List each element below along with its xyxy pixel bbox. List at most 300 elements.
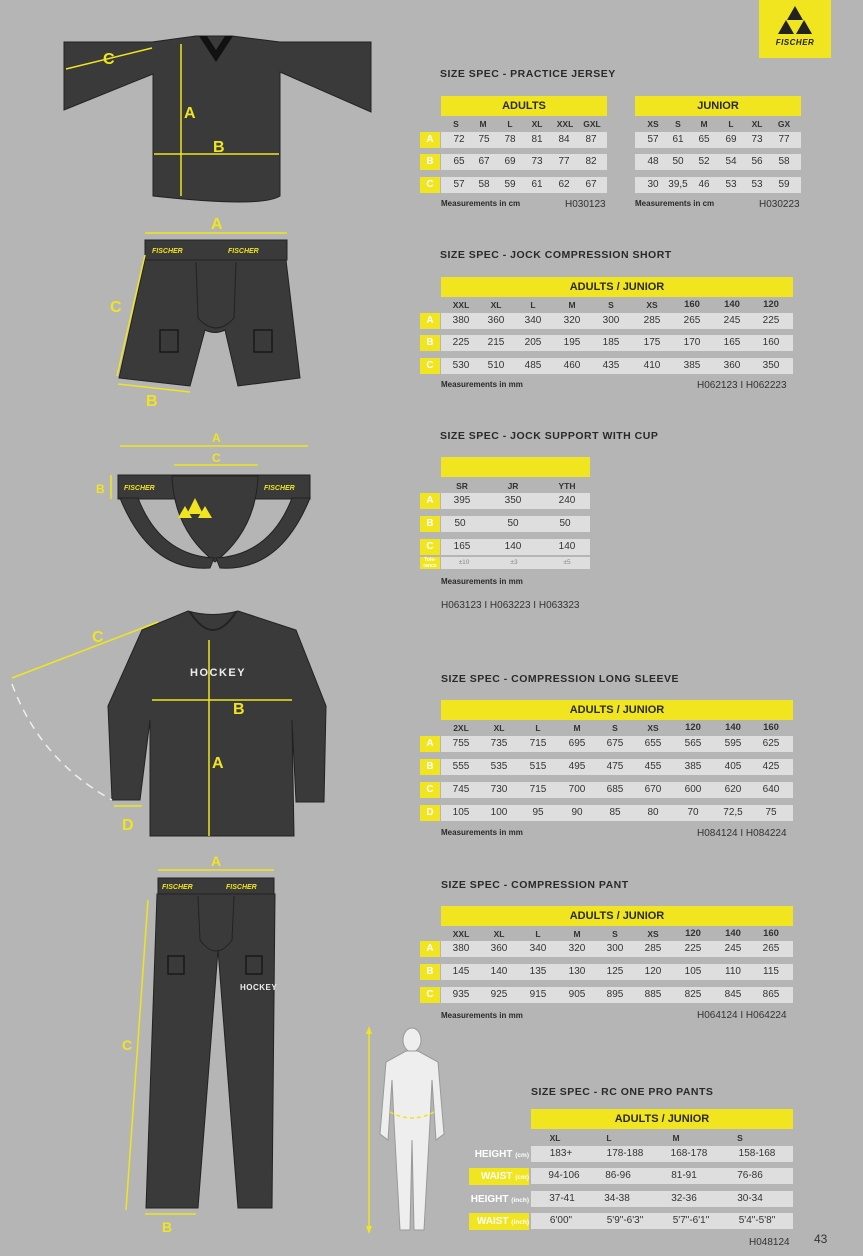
row-label-badge: B bbox=[420, 516, 440, 532]
size-cell: 120 bbox=[685, 928, 701, 939]
value-cell: 56 bbox=[751, 156, 763, 167]
fischer-logo bbox=[759, 0, 831, 58]
value-cell: 350 bbox=[504, 495, 522, 506]
size-cell: 140 bbox=[725, 722, 741, 733]
size-cell: M bbox=[479, 119, 487, 129]
value-cell: 61 bbox=[672, 134, 684, 145]
value-cell: 160 bbox=[762, 337, 780, 348]
value-cell: 95 bbox=[532, 807, 544, 818]
size-cell: L bbox=[728, 119, 734, 129]
size-cell: 160 bbox=[763, 928, 779, 939]
practice-jersey-title: SIZE SPEC - PRACTICE JERSEY bbox=[440, 68, 616, 80]
value-cell: 50 bbox=[454, 518, 466, 529]
size-cell: GX bbox=[777, 119, 791, 129]
size-cell: M bbox=[573, 929, 581, 939]
jock-short-title: SIZE SPEC - JOCK COMPRESSION SHORT bbox=[440, 249, 672, 261]
value-cell: 300 bbox=[602, 315, 620, 326]
short-label-c: C bbox=[110, 299, 122, 316]
measurement-note: Measurements in mm bbox=[441, 828, 523, 837]
value-cell: 170 bbox=[683, 337, 701, 348]
value-cell: 935 bbox=[452, 989, 470, 1000]
row-label-badge: A bbox=[420, 941, 440, 957]
row-label-badge: C bbox=[420, 987, 440, 1003]
value-cell: 65 bbox=[698, 134, 710, 145]
value-cell: 81 bbox=[531, 134, 543, 145]
row-label-badge: C bbox=[420, 539, 440, 555]
value-cell: 87 bbox=[585, 134, 597, 145]
size-cell: S bbox=[737, 1133, 743, 1143]
value-cell: 245 bbox=[723, 315, 741, 326]
value-cell: 165 bbox=[453, 541, 471, 552]
value-cell: 34-38 bbox=[604, 1193, 630, 1204]
table-row bbox=[441, 539, 590, 555]
row-label-unit: (cm) bbox=[515, 1174, 529, 1181]
value-cell: 165 bbox=[723, 337, 741, 348]
size-cell: L bbox=[606, 1133, 612, 1143]
value-cell: 285 bbox=[644, 943, 662, 954]
compression-pant-header: ADULTS / JUNIOR bbox=[441, 906, 793, 926]
value-cell: 265 bbox=[683, 315, 701, 326]
value-cell: 845 bbox=[724, 989, 742, 1000]
value-cell: 245 bbox=[724, 943, 742, 954]
table-row bbox=[441, 759, 793, 775]
jock-waistband-text-left: FISCHER bbox=[124, 485, 155, 492]
value-cell: 515 bbox=[529, 761, 547, 772]
value-cell: 655 bbox=[644, 738, 662, 749]
row-label-badge: B bbox=[420, 154, 440, 170]
jock-label-a: A bbox=[212, 431, 221, 445]
size-cell: XS bbox=[647, 929, 659, 939]
value-cell: 700 bbox=[568, 784, 586, 795]
value-cell: 78 bbox=[504, 134, 516, 145]
size-cell: S bbox=[675, 119, 681, 129]
long-sleeve-print: HOCKEY bbox=[190, 667, 247, 679]
measurement-note: Measurements in mm bbox=[441, 577, 523, 586]
value-cell: 360 bbox=[490, 943, 508, 954]
row-label-text: HEIGHT bbox=[474, 1149, 513, 1160]
value-cell: 215 bbox=[487, 337, 505, 348]
value-cell: 94-106 bbox=[548, 1170, 580, 1181]
value-cell: 62 bbox=[558, 179, 570, 190]
table-row bbox=[441, 516, 590, 532]
size-header-row bbox=[441, 927, 793, 941]
pant-print: HOCKEY bbox=[240, 983, 278, 992]
value-cell: 57 bbox=[647, 134, 659, 145]
value-cell: 455 bbox=[644, 761, 662, 772]
size-cell: 140 bbox=[724, 299, 740, 310]
value-cell: 410 bbox=[643, 360, 661, 371]
size-cell: XL bbox=[493, 929, 505, 939]
product-code: H064124 I H064224 bbox=[697, 1010, 787, 1021]
value-cell: 115 bbox=[763, 966, 779, 977]
product-code: H062123 I H062223 bbox=[697, 380, 787, 391]
value-cell: 5'7"-6'1" bbox=[672, 1215, 710, 1226]
value-cell: 385 bbox=[684, 761, 702, 772]
value-cell: 120 bbox=[644, 966, 662, 977]
table-row bbox=[441, 313, 793, 329]
value-cell: 405 bbox=[724, 761, 742, 772]
value-cell: 61 bbox=[531, 179, 543, 190]
value-cell: 195 bbox=[563, 337, 581, 348]
table-row bbox=[441, 736, 793, 752]
size-cell: S bbox=[612, 929, 618, 939]
value-cell: 535 bbox=[490, 761, 508, 772]
value-cell: 90 bbox=[571, 807, 583, 818]
value-cell: 158-168 bbox=[738, 1148, 776, 1159]
value-cell: 145 bbox=[452, 966, 470, 977]
value-cell: 755 bbox=[452, 738, 470, 749]
size-cell: XXL bbox=[452, 300, 470, 310]
row-label-badge: B bbox=[420, 759, 440, 775]
rc-one-pro-pants-header: ADULTS / JUNIOR bbox=[531, 1109, 793, 1129]
table-row bbox=[441, 964, 793, 980]
compression-pant-title: SIZE SPEC - COMPRESSION PANT bbox=[441, 879, 629, 891]
row-label-height-cm bbox=[469, 1146, 529, 1163]
row-label-badge: C bbox=[420, 177, 440, 193]
size-cell: M bbox=[700, 119, 708, 129]
value-cell: 168-178 bbox=[670, 1148, 708, 1159]
pant-label-a: A bbox=[211, 853, 222, 869]
size-cell: L bbox=[535, 929, 541, 939]
value-cell: 85 bbox=[609, 807, 621, 818]
table-row bbox=[531, 1168, 793, 1184]
size-cell: XS bbox=[647, 723, 659, 733]
row-label-badge: C bbox=[420, 782, 440, 798]
tolerance-badge: Tole-rance bbox=[420, 557, 440, 569]
size-cell: 140 bbox=[725, 928, 741, 939]
size-cell: M bbox=[573, 723, 581, 733]
size-cell: GXL bbox=[583, 119, 601, 129]
measurement-note: Measurements in cm bbox=[635, 199, 715, 208]
value-cell: 300 bbox=[606, 943, 624, 954]
value-cell: 745 bbox=[452, 784, 470, 795]
size-cell: S bbox=[453, 119, 459, 129]
value-cell: 205 bbox=[524, 337, 542, 348]
value-cell: 475 bbox=[606, 761, 624, 772]
measurement-note: Measurements in cm bbox=[441, 199, 521, 208]
size-cell: M bbox=[672, 1133, 680, 1143]
rc-one-pro-pants-title: SIZE SPEC - RC ONE PRO PANTS bbox=[531, 1086, 714, 1098]
value-cell: 865 bbox=[762, 989, 780, 1000]
table-row bbox=[441, 132, 607, 148]
row-label-waist-inch bbox=[469, 1213, 529, 1230]
row-label-unit: (inch) bbox=[511, 1197, 529, 1204]
table-row bbox=[531, 1213, 793, 1229]
table-row bbox=[441, 177, 607, 193]
row-label-badge: C bbox=[420, 358, 440, 374]
size-header-row bbox=[441, 479, 590, 493]
practice-jersey-adults-size-row bbox=[441, 117, 607, 131]
table-row bbox=[635, 177, 801, 193]
value-cell: 53 bbox=[725, 179, 737, 190]
size-cell: XXL bbox=[556, 119, 574, 129]
jock-label-c: C bbox=[212, 451, 221, 465]
table-row bbox=[441, 358, 793, 374]
product-code: H084124 I H084224 bbox=[697, 828, 787, 839]
short-waistband-text-right: FISCHER bbox=[228, 248, 259, 255]
table-row bbox=[635, 132, 801, 148]
body-silhouette-illustration bbox=[366, 1026, 444, 1234]
value-cell: 57 bbox=[453, 179, 465, 190]
product-code: H063123 I H063223 I H063323 bbox=[441, 600, 580, 611]
fischer-triangles-icon bbox=[759, 0, 831, 40]
table-row bbox=[441, 941, 793, 957]
size-cell: XL bbox=[531, 119, 543, 129]
value-cell: 670 bbox=[644, 784, 662, 795]
size-cell: 120 bbox=[763, 299, 779, 310]
size-cell: L bbox=[507, 119, 513, 129]
practice-jersey-junior-size-row bbox=[635, 117, 801, 131]
value-cell: 340 bbox=[524, 315, 542, 326]
value-cell: 30-34 bbox=[737, 1193, 763, 1204]
value-cell: 69 bbox=[504, 156, 516, 167]
value-cell: 240 bbox=[558, 495, 576, 506]
jock-waistband-text-right: FISCHER bbox=[264, 485, 295, 492]
row-label-badge: A bbox=[420, 313, 440, 329]
long-sleeve-label-d: D bbox=[122, 817, 134, 834]
value-cell: 225 bbox=[762, 315, 780, 326]
value-cell: 84 bbox=[558, 134, 570, 145]
value-cell: 185 bbox=[602, 337, 620, 348]
value-cell: 435 bbox=[602, 360, 620, 371]
size-cell: XL bbox=[549, 1133, 561, 1143]
tolerance-cell: ±10 bbox=[458, 559, 470, 566]
value-cell: 69 bbox=[725, 134, 737, 145]
value-cell: 72 bbox=[453, 134, 465, 145]
value-cell: 46 bbox=[698, 179, 710, 190]
size-cell: 160 bbox=[684, 299, 700, 310]
table-row bbox=[441, 782, 793, 798]
value-cell: 58 bbox=[478, 179, 490, 190]
size-cell: 2XL bbox=[453, 723, 469, 733]
long-sleeve-label-b: B bbox=[233, 701, 245, 718]
value-cell: 183+ bbox=[549, 1148, 573, 1159]
value-cell: 72,5 bbox=[723, 807, 743, 818]
size-cell: SR bbox=[456, 481, 468, 491]
page-number: 43 bbox=[814, 1232, 828, 1246]
value-cell: 385 bbox=[683, 360, 701, 371]
tolerance-cell: ±3 bbox=[510, 559, 518, 566]
value-cell: 5'4"-5'8" bbox=[738, 1215, 776, 1226]
value-cell: 48 bbox=[647, 156, 659, 167]
jersey-label-c: C bbox=[103, 51, 115, 68]
table-row bbox=[441, 805, 793, 821]
value-cell: 67 bbox=[585, 179, 597, 190]
value-cell: 70 bbox=[687, 807, 699, 818]
table-row bbox=[441, 154, 607, 170]
pant-waistband-text-right: FISCHER bbox=[226, 884, 257, 891]
value-cell: 110 bbox=[725, 966, 741, 977]
value-cell: 735 bbox=[490, 738, 508, 749]
measurement-note: Measurements in mm bbox=[441, 380, 523, 389]
value-cell: 175 bbox=[643, 337, 661, 348]
value-cell: 140 bbox=[558, 541, 576, 552]
value-cell: 76-86 bbox=[737, 1170, 763, 1181]
value-cell: 59 bbox=[504, 179, 516, 190]
row-label-badge: A bbox=[420, 132, 440, 148]
value-cell: 685 bbox=[606, 784, 624, 795]
value-cell: 895 bbox=[606, 989, 624, 1000]
pant-label-b: B bbox=[162, 1219, 173, 1235]
value-cell: 460 bbox=[563, 360, 581, 371]
value-cell: 59 bbox=[778, 179, 790, 190]
practice-jersey-adults-header: ADULTS bbox=[441, 96, 607, 116]
value-cell: 81-91 bbox=[671, 1170, 697, 1181]
value-cell: 485 bbox=[524, 360, 542, 371]
table-row bbox=[441, 493, 590, 509]
value-cell: 320 bbox=[568, 943, 586, 954]
value-cell: 105 bbox=[452, 807, 470, 818]
value-cell: 825 bbox=[684, 989, 702, 1000]
value-cell: 715 bbox=[529, 784, 547, 795]
value-cell: 395 bbox=[453, 495, 471, 506]
value-cell: 495 bbox=[568, 761, 586, 772]
value-cell: 380 bbox=[452, 943, 470, 954]
size-cell: M bbox=[568, 300, 576, 310]
value-cell: 82 bbox=[585, 156, 597, 167]
value-cell: 715 bbox=[529, 738, 547, 749]
value-cell: 425 bbox=[762, 761, 780, 772]
value-cell: 65 bbox=[453, 156, 465, 167]
value-cell: 625 bbox=[762, 738, 780, 749]
value-cell: 130 bbox=[568, 966, 586, 977]
value-cell: 695 bbox=[568, 738, 586, 749]
fischer-wordmark: FISCHER bbox=[775, 38, 815, 47]
size-cell: XS bbox=[646, 300, 658, 310]
size-cell: S bbox=[612, 723, 618, 733]
value-cell: 54 bbox=[725, 156, 737, 167]
size-cell: XS bbox=[647, 119, 659, 129]
value-cell: 915 bbox=[529, 989, 547, 1000]
size-cell: XL bbox=[751, 119, 763, 129]
value-cell: 30 bbox=[647, 179, 659, 190]
row-label-badge: B bbox=[420, 964, 440, 980]
value-cell: 925 bbox=[490, 989, 508, 1000]
value-cell: 100 bbox=[490, 807, 508, 818]
value-cell: 225 bbox=[684, 943, 702, 954]
size-cell: 160 bbox=[763, 722, 779, 733]
value-cell: 905 bbox=[568, 989, 586, 1000]
value-cell: 125 bbox=[606, 966, 624, 977]
value-cell: 140 bbox=[490, 966, 508, 977]
size-header-row bbox=[441, 721, 793, 735]
value-cell: 265 bbox=[762, 943, 780, 954]
value-cell: 80 bbox=[647, 807, 659, 818]
short-label-a: A bbox=[211, 216, 223, 233]
row-label-text: WAIST bbox=[480, 1171, 513, 1182]
value-cell: 50 bbox=[559, 518, 571, 529]
value-cell: 73 bbox=[751, 134, 763, 145]
value-cell: 885 bbox=[644, 989, 662, 1000]
product-code: H030123 bbox=[565, 199, 606, 210]
value-cell: 105 bbox=[684, 966, 702, 977]
short-waistband-text-left: FISCHER bbox=[152, 248, 183, 255]
tolerance-cell: ±5 bbox=[563, 559, 571, 566]
value-cell: 5'9"-6'3" bbox=[606, 1215, 644, 1226]
value-cell: 730 bbox=[490, 784, 508, 795]
long-sleeve-header: ADULTS / JUNIOR bbox=[441, 700, 793, 720]
row-label-text: HEIGHT bbox=[470, 1194, 509, 1205]
value-cell: 53 bbox=[751, 179, 763, 190]
value-cell: 565 bbox=[684, 738, 702, 749]
value-cell: 380 bbox=[452, 315, 470, 326]
value-cell: 510 bbox=[487, 360, 505, 371]
jock-support-header bbox=[441, 457, 590, 477]
value-cell: 67 bbox=[478, 156, 490, 167]
row-label-badge: D bbox=[420, 805, 440, 821]
row-label-badge: A bbox=[420, 736, 440, 752]
value-cell: 360 bbox=[723, 360, 741, 371]
value-cell: 178-188 bbox=[606, 1148, 644, 1159]
value-cell: 530 bbox=[452, 360, 470, 371]
size-header-row bbox=[441, 298, 793, 312]
value-cell: 135 bbox=[529, 966, 547, 977]
value-cell: 6'00" bbox=[549, 1215, 573, 1226]
value-cell: 340 bbox=[529, 943, 547, 954]
value-cell: 640 bbox=[762, 784, 780, 795]
size-header-row bbox=[531, 1131, 793, 1145]
table-row bbox=[635, 154, 801, 170]
jersey-label-b: B bbox=[213, 139, 225, 156]
value-cell: 360 bbox=[487, 315, 505, 326]
pant-illustration bbox=[126, 870, 278, 1214]
product-code: H048124 bbox=[749, 1237, 790, 1248]
measurement-note: Measurements in mm bbox=[441, 1011, 523, 1020]
short-label-b: B bbox=[146, 393, 158, 410]
value-cell: 75 bbox=[765, 807, 777, 818]
value-cell: 675 bbox=[606, 738, 624, 749]
row-label-badge: B bbox=[420, 335, 440, 351]
value-cell: 75 bbox=[478, 134, 490, 145]
size-cell: JR bbox=[507, 481, 519, 491]
jock-short-illustration bbox=[117, 233, 300, 392]
value-cell: 620 bbox=[724, 784, 742, 795]
value-cell: 52 bbox=[698, 156, 710, 167]
value-cell: 58 bbox=[778, 156, 790, 167]
size-cell: S bbox=[608, 300, 614, 310]
long-sleeve-label-a: A bbox=[212, 755, 224, 772]
size-cell: XL bbox=[493, 723, 505, 733]
value-cell: 50 bbox=[507, 518, 519, 529]
size-cell: YTH bbox=[558, 481, 576, 491]
row-label-badge: A bbox=[420, 493, 440, 509]
long-sleeve-label-c: C bbox=[92, 629, 104, 646]
value-cell: 39,5 bbox=[668, 179, 688, 190]
jersey-label-a: A bbox=[184, 105, 196, 122]
value-cell: 86-96 bbox=[605, 1170, 631, 1181]
jock-support-illustration bbox=[111, 446, 310, 568]
value-cell: 32-36 bbox=[671, 1193, 697, 1204]
value-cell: 50 bbox=[672, 156, 684, 167]
practice-jersey-junior-header: JUNIOR bbox=[635, 96, 801, 116]
pant-waistband-text-left: FISCHER bbox=[162, 884, 193, 891]
table-row bbox=[531, 1191, 793, 1207]
value-cell: 320 bbox=[563, 315, 581, 326]
row-label-waist-cm bbox=[469, 1168, 529, 1185]
table-row bbox=[441, 335, 793, 351]
long-sleeve-illustration bbox=[12, 611, 326, 836]
value-cell: 285 bbox=[643, 315, 661, 326]
row-label-height-inch bbox=[469, 1191, 529, 1208]
size-cell: XL bbox=[490, 300, 502, 310]
tolerance-row bbox=[441, 557, 590, 569]
long-sleeve-title: SIZE SPEC - COMPRESSION LONG SLEEVE bbox=[441, 673, 680, 685]
jock-label-b: B bbox=[96, 482, 105, 496]
value-cell: 225 bbox=[452, 337, 470, 348]
jock-short-header: ADULTS / JUNIOR bbox=[441, 277, 793, 297]
value-cell: 73 bbox=[531, 156, 543, 167]
size-cell: L bbox=[535, 723, 541, 733]
